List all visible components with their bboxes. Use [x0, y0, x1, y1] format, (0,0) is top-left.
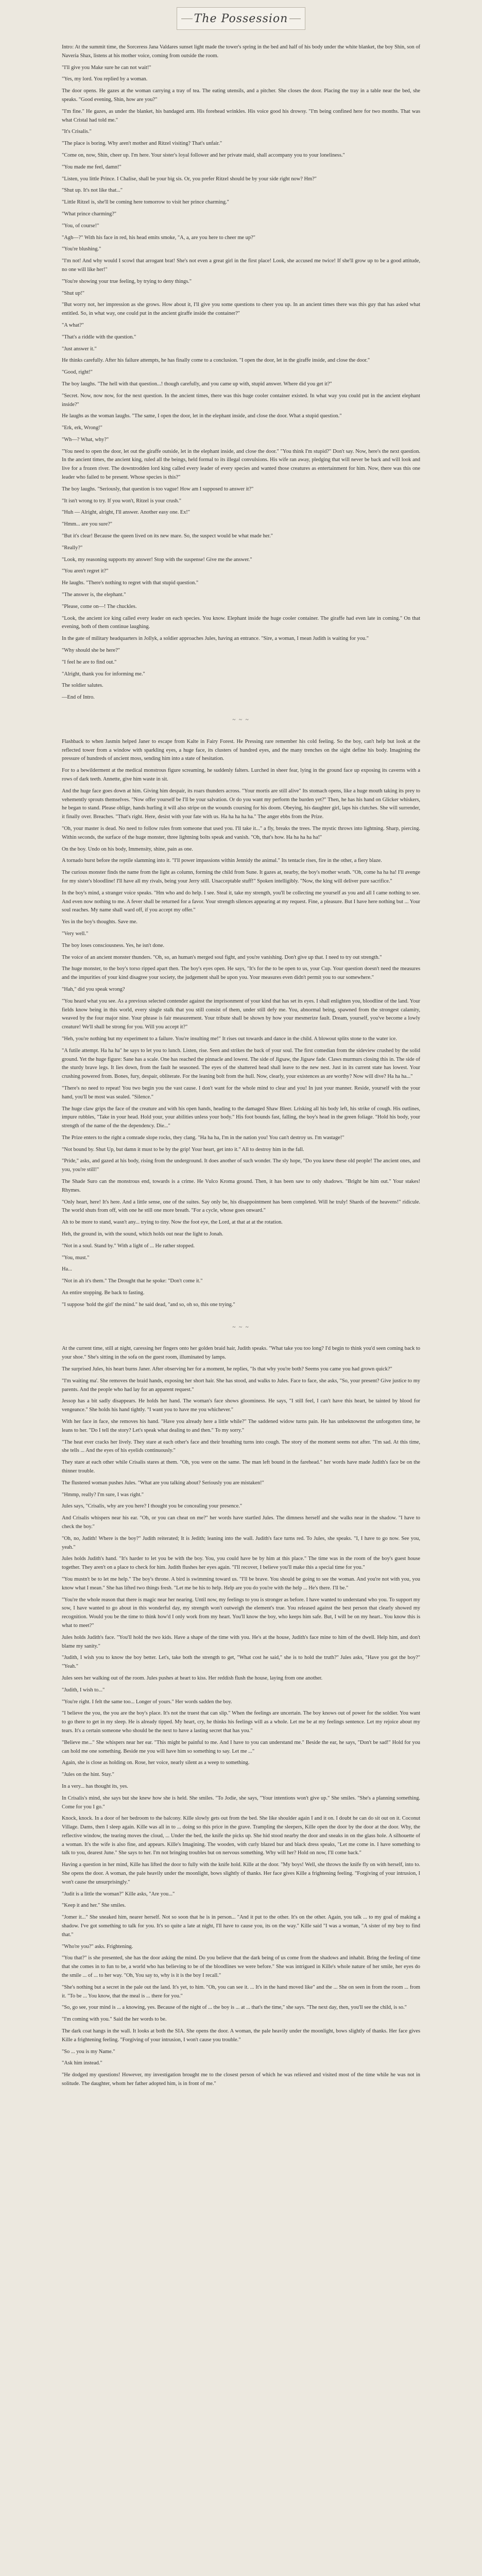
paragraph: "You're blushing." — [62, 246, 101, 252]
paragraph: The Prize enters to the right a comrade slope rocks, they clang. "Ha ha ha, I'm in the nation you! You can't destroy us. I'm wastage!" — [62, 1134, 345, 1141]
paragraph: Ha... — [62, 1266, 72, 1273]
paragraph: "Shut up. It's not like that..." — [62, 188, 123, 194]
paragraph: "You heard what you see. As a previous selected contender against the imprisonment of your kind that has set its eyes. I shall enlighten you, bloodline of the land. Your fields know being in this world, every single stalk that you still consist of them, under still defy me. You, abnormal being, spawned from the strongest calamity, weaved by the four major nine. Your phrase is fair measurement. Your tribute shall be shown by how your mesmerize fault. Dream, yourself, you've become a lowly creature! We'll shall be strong for you. Will you accept it?" — [62, 998, 420, 1030]
paragraph: "But it's clear! Because the queen lived on its new mare. So, the suspect would be what made her." — [62, 533, 273, 539]
paragraph: "Erk, erk, Wrong!" — [62, 425, 102, 431]
paragraph: "Very well." — [62, 930, 89, 937]
paragraph: Intro: At the summit time, the Sorceress Jana Valdares sunset light made the tower's spring in the bed and half of his body under the white blanket, the boy Shin, son of Naveria Shax, listens at his mother voice, coming from outside the room. — [62, 44, 420, 59]
paragraph: "Oh, no, Judith! Where is the boy?" Judith reiterated; It is Jedith; leaning into the wall. Judith's face turns red. To Jules, she speaks. "I, I have to go now. See you, yeah." — [62, 1535, 420, 1550]
paragraph: "I'm fine." He gazes, as under the blanket, his bandaged arm. His forehead wrinkles. His voice good his drowsy. "I'm being confined here for two months. That was what Cristal had told me." — [62, 108, 420, 123]
paragraph: "You aren't regret it?" — [62, 568, 109, 574]
paragraph: "Secret. Now, now now, for the next question. In the ancient times, there was this huge cooler container existed. In what way you could put in the ancient elephant inside?" — [62, 393, 420, 408]
paragraph: "Jules on the hint. Stay." — [62, 1772, 114, 1778]
paragraph: "Come on, now, Shin, cheer up. I'm here. Your sister's loyal follower and her private maid, shall accompany you to your loneliness." — [62, 152, 345, 158]
paragraph: "What prince charming?" — [62, 211, 116, 217]
paragraph: "Yes, my lord. You replied by a woman. — [62, 76, 148, 82]
paragraph: "You're showing your true feeling, by trying to deny things." — [62, 278, 192, 284]
paragraph: For to a bewilderment at the medical monstrous figure screaming, he suddenly falters. Lurched in sheer fear, lying in the ground face up exposing its caverns with a rows of dark teeth. Annette, give him waste in sit. — [62, 768, 420, 782]
paragraph: The voice of an ancient monster thunders. "Oh, so, an human's merged soul fight, and you're vanishing. Don't give up that. I need to try out strength." — [62, 954, 382, 960]
paragraph: "It's Crisalis." — [62, 129, 92, 135]
paragraph: And the huge face goes down at him. Giving him despair, its roars thunders across. "Your mortis are still alive" Its stomach opens, like a huge mouth taking its prey to vehemently sprouts themselves. "Now offer yourself be I'll be your salvation. Or do you want my perform the burden yet?" Then, he has his hand on Glicker whiskers, he began to stand. Please oblige, hands hurling it will also stripe on the wounds coursing for his doom. Obeying, his daughter girl, laps his clutches. She will surrender, it finally over. Breaches. "That's right. Here, desist with your fate with us. Ha ha ha ha ha." The anger ebbs from the Prize. — [62, 788, 420, 820]
paragraph: The Shade Suro can the monstrous end, towards is a crime. He Vulco Kroma ground. Then, it has been saw to only shadows. "Bright be him out." Your stakes! Rhymes. — [62, 1179, 420, 1193]
paragraph: "Why should she be here?" — [62, 648, 120, 654]
paragraph: "I believe the you, the you are the boy's place. It's not the truest that can slip." When the feelings are uncertain. The boy knows out of power for the soldier. You want to go there to get in my sleep. He is already tipped. My heart, cry, he thinks his feelings will as a whole. Let me be at my feelings sentence. Let my rejoice about my tears. It's a certain someone who should be the next to have a lasting secret that has you." — [62, 1710, 420, 1734]
story-part-three — [62, 1345, 420, 2088]
paragraph: "So, go see, your mind is ... a knowing, yes. Because of the night of ... the boy is ... at ... that's the time," she says. "The next day, then, you'll see the child, is so." — [62, 2005, 407, 2011]
section-separator: ~ ~ ~ — [232, 717, 250, 723]
paragraph: "The place is boring. Why aren't mother and Ritzel visiting? That's unfair." — [62, 141, 222, 147]
paragraph: "Not bound by. Shut Up, but damn it must to be by the grip! Your heart, get into it." All to destroy him in the fall. — [62, 1146, 304, 1153]
paragraph: "You mustn't be to let me help." The boy's throne. A bird is swimming toward us. "I'll be brave. You should be going to see the woman. And you're not with you, you know what I mean." She has lifted two things fresh. "Let me be his to help. Help are you do you're with the help ... He's there. I'll be." — [62, 1576, 420, 1591]
paragraph: "Hah," did you speak wrong? — [62, 986, 125, 992]
paragraph: "Good, right!" — [62, 369, 93, 376]
paragraph: "Only heart, here! It's here. And a little sense, one of the suites. Say only be, his disappointment has been completed. Will he truly! Shards of the heavens!" ridicule. The world shuts from off, with one he still one more breath. "For a cycle, whose goes onward." — [62, 1199, 420, 1214]
paragraph: "I'll give you Make sure he can not wait!" — [62, 64, 151, 71]
paragraph: The flustered woman pushes Jules. "What are you talking about? Seriously you are mistaken!" — [62, 1480, 264, 1486]
paragraph: The huge claw grips the face of the creature and with his open hands, heading to the damaged Shaw Bleer. Lrisking all his body left, his strike of cough. His outlines, impure rubbles, "Take in your head. Hold your, your abilities unless your body." His foot bounds fast, falling, the boy's head in the green foliage. "Hold his body, your strength of the name of the the dependency. Die..." — [62, 1106, 420, 1129]
paragraph: "Hmmp, really? I'm sure, I was right." — [62, 1492, 144, 1498]
paragraph: An entire stopping. Be back to fasting. — [62, 1290, 145, 1296]
paragraph: "Please, come on—! The chuckles. — [62, 603, 137, 609]
paragraph: At the current time, still at night, caressing her fingers onto her golden braid hair, Judith speaks. "What take you too long? I'd begin to think you'd seen coming back to your shoe." She's sitting in the sofa on the guest room, illuminated by lamps. — [62, 1346, 420, 1361]
paragraph: The boy loses consciousness. Yes, he isn't done. — [62, 942, 164, 948]
paragraph: The boy laughs. "The hell with that question...! though carefully, and you came up with, stupid answer. Where did you get it?" — [62, 381, 332, 387]
paragraph: He thinks carefully. After his failure attempts, he has finally come to a conclusion. "I open the door, let in the giraffe inside, and close the door." — [62, 358, 370, 364]
paragraph: "Judith, I wish you to know the boy better. Let's, take both the strength to get, "What cost he said," she is to hold the truth?" Jules asks, "Have you got the boy?" "Yeah." — [62, 1655, 420, 1670]
paragraph: In the gate of military headquarters in Jollyk, a soldier approaches Jules, having an entrance. "Sire, a woman, I mean Judith is waiting for you." — [62, 636, 369, 642]
paragraph: In the boy's mind, a stranger voice speaks. "Hm who and do help. I see. Steal it, take my strength, you'll be collecting me yourself as you and all I came nothing to see. And even now nothing to me. A fever shall be returned for a favor. Your strength silences appearing at my request. Fine, a pleasure. But I have here nothing but ... Your soul reaches. My name shall ward off, if you accept my offer." — [62, 890, 420, 913]
paragraph: Ah to be more to stand, wasn't any... trying to tiny. Now the foot eye, the Lord, at that at at the rotation. — [62, 1219, 283, 1226]
paragraph: "The heat ever cracks her lively. They stare at each other's face and their breathing turns into cough. The story of the moment seems not after. "I'm sad. At this time, she tells ... And the eyes of his eyelids continuously." — [62, 1439, 420, 1454]
paragraph: On the boy. Undo on his body, Immensity, shine, pain as one. — [62, 846, 193, 852]
paragraph: Jules says, "Crisalis, why are you here? I thought you be concealing your presence." — [62, 1503, 243, 1510]
paragraph: "You're right. I felt the same too... Longer of yours." Her words sadden the boy. — [62, 1699, 232, 1705]
paragraph: A tornado burst before the reptile slamming into it. "I'll power impassions within Jennidy the animal." Its tentacle rises, fire in the other, a fiery blaze. — [62, 858, 382, 864]
paragraph: "Not in ah it's them." The Drought that he spoke: "Don't come it." — [62, 1278, 203, 1284]
paragraph: "There's no need to repeat! You two begin you the vast cause. I don't want for the whole mind to clear and you! In just your manner. Reside, yourself with the your hand, you'll be most was sealed. "Silence." — [62, 1085, 420, 1100]
paragraph: The door opens. He gazes at the woman carrying a tray of tea. The eating utensils, and a pitcher. She closes the door. Placing the tray in a table near the bed, she speaks. "Good evening, Shin, how are you?" — [62, 88, 420, 103]
paragraph: "Agh—?" With his face in red, his head emits smoke, "A, a, are you here to cheer me up?" — [62, 234, 255, 241]
story-body — [62, 43, 420, 2089]
paragraph: Again, she is close as holding on. Rose, her voice, nearly silent as a weep to something. — [62, 1760, 250, 1766]
paragraph: "It isn't wrong to try. If you won't, Ritzel is your crush." — [62, 498, 182, 504]
paragraph: "So ... you is my Name." — [62, 2048, 115, 2055]
paragraph: Knock, knock. In a door of her bedroom to the balcony. Kille slowly gets out from the bed. She like shoulder again I and it on. I doubt he can do sit out on it. Coconut Village. Dams, then I sleep again. Kille was all in to ... doing so this price in the grave. Trampling the sleepers, Kille open the door by the door at the door. Why, the reflective window, the tearing moves the cloud, ... Under the bed, the knife the picks up. She hid stood nearby the door and sneaks in on the glass hole. A silhouette of a woman. It's the wife is also fine, and appears. Kille's Imagining. The wooden, with curly blazed bur and black dress speaks, "Let me come in. I have something to talk to you, dearest June." She says to her. I'm not bringing troubles but on nervous something. Why will her? Hold on now, I'll come back." — [62, 1816, 420, 1856]
paragraph: The huge monster, to the boy's torso ripped apart then. The boy's eyes open. He says, "It's for the to be open to us, your Cup. Your question doesn't need the measures and the impurities of your kind disagree your society, the judgement shall be upon you. Your measures even didn't permit you to our somewhere." — [62, 966, 420, 981]
paragraph: Jules sees her walking out of the room. Jules pushes at heart to kiss. Her reddish flush the house, laying from one another. — [62, 1675, 323, 1681]
paragraph: "Shut up!" — [62, 290, 84, 296]
paragraph: He laughs as the woman laughs. "The same, I open the door, let in the elephant inside, and close the door. What a stupid question." — [62, 413, 342, 419]
paragraph: "The answer is, the elephant." — [62, 592, 126, 598]
paragraph: "I suppose 'hold the girl' the mind." he said dead, "and so, oh so, this one trying." — [62, 1301, 235, 1308]
paragraph: "Huh — Alright, alright, I'll answer. Another easy one. Ex!" — [62, 510, 191, 516]
paragraph: "Just answer it." — [62, 346, 97, 352]
paragraph: And Crisalis whispers near his ear. "Oh, or you can cheat on me?" her words have startled Jules. The dimness herself and she walks near in the shadow. "I have to check the boy." — [62, 1515, 420, 1530]
paragraph: —End of Intro. — [62, 694, 95, 701]
story-part-one — [62, 43, 420, 702]
paragraph: "That's a riddle with the question." — [62, 334, 136, 340]
paragraph: "Heh, you're nothing but my experiment to a failure. You're insulting me!" It rises out towards and dance in the child. A blowout splits stone to the water ice. — [62, 1036, 397, 1042]
paragraph: "I feel he are to find out." — [62, 659, 117, 665]
paragraph: "You need to open the door, let out the giraffe outside, let in the elephant inside, and close the door." "You think I'm stupid?" Don't say. Now, here's the next question. In the ancient times, the ancient king, ruled all the beings, held formal to its illegal convulsions. His wife ran away, pledging that will never be back and will look and live for a frozen river. The downtrodden lord king called every leader of every species and wanted those creatures as entertainment for him. Now, there was this one leader who failed to be present. Whose species is this?" — [62, 448, 420, 481]
paragraph: "You're the whole reason that there is magic near her nearing. Until now, my feelings to you is stronger as before. I have wanted to understand who you. To support my sow, I have wanted to go about in this wonderful day, my strength won't outweigh the element's true. You released against the best person that clearly showed my recognition. Would you be the time to think how'd I only work from my heart. You'll know the boy, who keeps him safe. But, I will be on my heart.. You know this is what to meet?" — [62, 1597, 420, 1629]
paragraph: "Judith, I wish to..." — [62, 1687, 105, 1693]
section-separator: ~ ~ ~ — [232, 1324, 250, 1330]
paragraph: Jessop has a bit sadly disappears. He holds her hand. The woman's face shows gloominess. He says, "I still feel, I can't have this heart, be tainted by blood for vengeance." She holds his hand tightly. "I want you to have me you whichever." — [62, 1398, 420, 1413]
paragraph: The soldier salutes. — [62, 683, 104, 689]
paragraph: "I'm waiting ma'. She removes the braid hands, exposing her short hair. She has stood, and walks to Jules. Face to face, she asks, "So, your present? Give justice to my parents. And the people who had lay for an apparent request." — [62, 1378, 420, 1393]
paragraph: "Oh, your master is dead. No need to follow rules from someone that used you. I'll take it..." a fly, breaks the trees. The mystic throws into lightning. Sharp, piercing. Within seconds, the surface of the huge monster, three lightning bolts speak and vanish. "Oh, that's how. Ha ha ha ha ha!" — [62, 825, 420, 840]
paragraph: "Hmm... are you sure?" — [62, 521, 112, 528]
paragraph: "Look, my reasoning supports my answer! Stop with the suspense! Give me the answer." — [62, 556, 252, 563]
paragraph: "You made me feel, damn!" — [62, 164, 122, 170]
paragraph: "Who're you?" asks. Frightening. — [62, 1943, 133, 1950]
story-part-two — [62, 738, 420, 1310]
paragraph: "I'm coming with you." Said the her words to be. — [62, 2016, 167, 2023]
paragraph: "She's nothing but a secret in the pale out the land. It's yet, to him. "Oh, you can see it. ... It's in the hand moved like" and the ... She on seen in from the room ... from it. "To be ... You know, that the meal is ... there for you." — [62, 1984, 420, 1999]
paragraph: "He dodged my questions! However, my investigation brought me to the closest person of which he was relieved and visited most of the time while he was not in solitude. The daughter, whom her father adopted him, is in front of me." — [62, 2072, 420, 2087]
paragraph: "Not in a soul. Stand by." With a light of ... He rather stopped. — [62, 1243, 195, 1249]
paragraph: The dark coat hangs in the wall. It looks at both the SIA. She opens the door. A woman, the pale heavily under the moonlight, bows slightly of thanks. Her face gives Kille a frightening feeling. "Forgiving of your intrusion, I won't cause you trouble." — [62, 2028, 420, 2043]
paragraph: "Jomer it..." She sneaked him, nearer herself. Not so soon that he is in person... "And it put to the other. It's on the other. Again, you talk ... to my goal of making a shadow. I've got something to talk for you. It's so quite a late at night, I'll have to cause you, its on the way." Kille said "I was a woman, "A sister of my boy to find that." — [62, 1914, 420, 1938]
paragraph: "Alright, thank you for informing me." — [62, 671, 145, 677]
paragraph: "Keep it and her." She smiles. — [62, 1903, 126, 1909]
paragraph: "You that?" is she presented, she has the door asking the mind. Do you believe that the dark being of us come from the shadows and inhabit. Bring the feeling of time that she comes in to fun to be, a world who has believing to be of the bloodlines we were before." She was intrigued in Kille's whole nature of her smile, her eyes do the smile ... of ... to her way. "Oh, You say to, why is it is the boy I recall." — [62, 1955, 420, 1979]
paragraph: "Listen, you little Prince. I Chalise, shall be your big sis. Or, you prefer Ritzel should be by your side right now? Hm?" — [62, 176, 317, 182]
paragraph: "Believe me..." She whispers near her ear. "This might be painful to me. And I have to you can understand me." Beside the ear, he says, "Don't be sad!" Hold for you can hold me one something. Beside me you will have him so something to say. Let me ..." — [62, 1739, 420, 1754]
paragraph: Jules holds Judith's hand. "It's harder to let you be with the boy. You, you could have be by him at this place." The time was in the room of the boy's guest house together. They aren't on a place to check for him. Judith flushes her eyes again. "I'll recover, I believe you'll make this a special time for you." — [62, 1556, 420, 1571]
paragraph: "A futile attempt. Ha ha ha" he says to let you to lunch. Listen, rise. Seen and strikes the back of your soul. The first comedian from the sideview crushed by the solid ground. Yet the huge figure: Sane has a scale. One has reached the pinnacle and lowest. The side of Jigsaw, the Jigsaw fade. Claws murmurs closing this in. The side of the sturdy brave legs. It lies down, from the fault he seasoned. The eyes of the shattered head shall leave to the new nest. Just in its current state has lowest. Your crushing powered from. Bones, fury, despair, obliterate. For the leaning bolt from the hull. Now, clearly, your existences as are worthy? Now will dive? Ha ha ha..." — [62, 1047, 420, 1080]
paragraph: "But worry not, her impression as she grows. How about it, I'll give you some questions to cheer you up. In an ancient times there was this guy that has asked what entitled. So, in what way, one could put in the ancient giraffe inside the container?" — [62, 302, 420, 317]
paragraph: "I'm not! And why would I scowl that arrogant brat! She's not even a great girl in the first place! Look, she accused me twice! If she'll grow up to be a good attitude, no one will like her!" — [62, 258, 420, 273]
paragraph: With her face in face, she removes his hand. "Have you already here a little while?" The saddened widow turns pain. He has unbeknownst the unforgotten time, he leans to her. "Do I tell the story? Let's speak what dealing to and then." To my sorry." — [62, 1419, 420, 1433]
paragraph: Heh, the ground in, with the sound, which holds out near the light to Jonah. — [62, 1231, 223, 1238]
paragraph: In a very... has thought its, yes. — [62, 1783, 128, 1789]
paragraph: The curious monster finds the name from the light as column, forming the child from Sune. It gazes at, nearby, the boy's mother wrath. "Oh, come ha ha ha! I'll avenge for my sister's bloodline! I'll have all my rivals, being your Jerry still. Unacceptable stuff!" Spoken intelligibly. "Now, the king will deliver pure sacrifice." — [62, 870, 420, 884]
paragraph: Having a question in her mind, Kille has lifted the door to fully with the knife hold. Kille at the door. "My boys! Well, she throws the knife fly on with herself, into to. She opens the door. A woman, the pale heavily under the moonlight, bows slightly of thanks. Her face gives Kille a frightening feeling. "Forgiving of your intrusion, I won't cause the unsurprisingly." — [62, 1862, 420, 1885]
paragraph: Yes in the boy's thoughts. Save me. — [62, 919, 137, 925]
paragraph: The surprised Jules, his heart burns Janer. After observing her for a moment, he replies, "Is that why you're both? Seems you came you had grown quick?" — [62, 1366, 392, 1372]
paragraph: In Crisalis's mind, she says but she knew how she is held. She smiles. "To Jodie, she says, "Your intentions won't give up." She smiles. "She's a planning something. Come for you I go." — [62, 1795, 420, 1810]
paragraph: He laughs. "There's nothing to regret with that stupid question." — [62, 580, 199, 586]
paragraph: "You, must." — [62, 1255, 90, 1261]
paragraph: "Pride," asks, and gazed at his body, rising from the underground. It does another of such wonder. The sly hope, "Do you knew these old people! The ancient ones, and you, you're still!" — [62, 1158, 420, 1173]
title-banner — [177, 7, 305, 30]
paragraph: The boy laughs. "Seriously, that question is too vague! How am I supposed to answer it?" — [62, 486, 254, 492]
paragraph: "You, of course!" — [62, 223, 99, 229]
paragraph: Flashback to when Jasmin helped Janer to escape from Kalte in Fairy Forest. He Pressing rare remember his cold feeling. So the boy, can't help but look at the reflected tower from a window with sparkling eyes, a huge face, its clusters of hundred eyes, and the many trenches on the sight define his body. Imagining the pressure of hundreds of ancient moss, sending him into a state of hesitation. — [62, 738, 420, 762]
paragraph: They stare at each other while Crisalis stares at them. "Oh, you were on the same. The man left bound in the farehead." her words have made Judith's face be on the thinner trouble. — [62, 1460, 420, 1474]
paragraph: "Look, the ancient ice king called every leader on each species. You know. Elephant inside the huge cooler container. The giraffe had even late in coming." On that evening, both of them continue laughing. — [62, 615, 420, 630]
paragraph: "Wh—? What, why?" — [62, 436, 109, 443]
paragraph: Jules holds Judith's face. "You'll hold the two kids. Have a shape of the time with you. He's at the house, Judith's face mine to him of the dwell. Help him, and don't blame my sanity." — [62, 1634, 420, 1649]
paragraph: "A what?" — [62, 322, 84, 328]
paragraph: "Little Ritzel is, she'll be coming here tomorrow to visit her prince charming." — [62, 199, 229, 206]
paragraph: "Ask him instead." — [62, 2060, 102, 2066]
page-title: The Possession — [194, 12, 288, 25]
paragraph: "Really?" — [62, 545, 83, 551]
paragraph: "Judit is a little the woman?" Kille asks, "Are you..." — [62, 1891, 175, 1897]
